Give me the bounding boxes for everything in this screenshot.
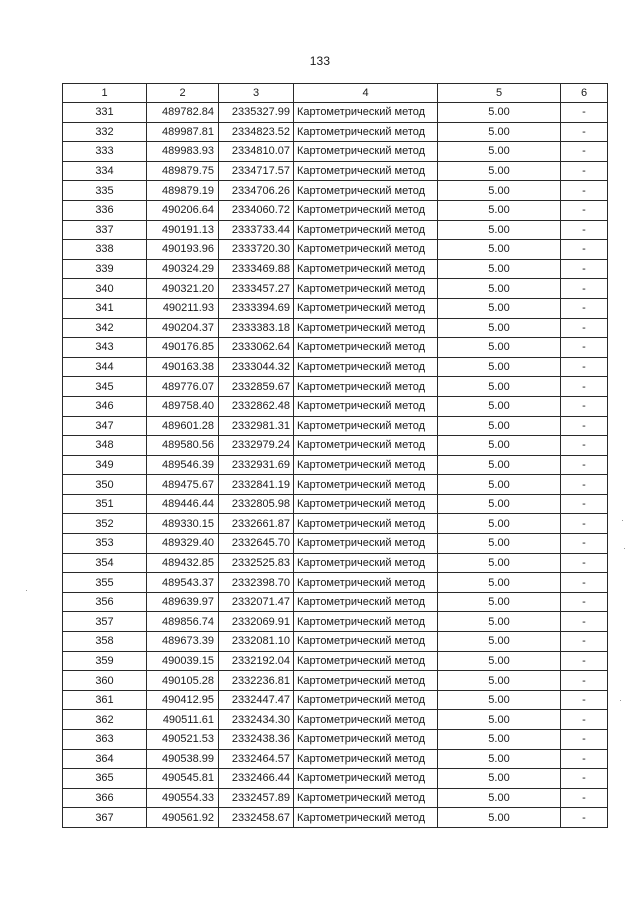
scan-speck xyxy=(620,700,621,701)
table-cell: 5.00 xyxy=(438,612,561,632)
table-cell: - xyxy=(561,181,608,201)
table-cell: - xyxy=(561,788,608,808)
table-cell: Картометрический метод xyxy=(294,338,438,358)
table-cell: 346 xyxy=(63,396,147,416)
table-cell: 342 xyxy=(63,318,147,338)
table-cell: Картометрический метод xyxy=(294,534,438,554)
table-cell: 361 xyxy=(63,690,147,710)
table-cell: 2332645.70 xyxy=(219,534,294,554)
table-cell: 489758.40 xyxy=(147,396,219,416)
table-cell: 490211.93 xyxy=(147,298,219,318)
table-cell: 5.00 xyxy=(438,671,561,691)
table-cell: 5.00 xyxy=(438,553,561,573)
table-cell: Картометрический метод xyxy=(294,690,438,710)
table-row xyxy=(63,279,608,299)
table-cell: 5.00 xyxy=(438,788,561,808)
table-cell: 489639.97 xyxy=(147,592,219,612)
column-header: 2 xyxy=(147,84,219,103)
table-cell: 5.00 xyxy=(438,338,561,358)
table-cell: 489601.28 xyxy=(147,416,219,436)
table-cell: 490324.29 xyxy=(147,259,219,279)
table-cell: 357 xyxy=(63,612,147,632)
table-row xyxy=(63,161,608,181)
table-cell: - xyxy=(561,573,608,593)
table-cell: - xyxy=(561,475,608,495)
table-cell: 2334060.72 xyxy=(219,200,294,220)
table-cell: 351 xyxy=(63,494,147,514)
table-cell: Картометрический метод xyxy=(294,259,438,279)
table-cell: 2333733.44 xyxy=(219,220,294,240)
table-row xyxy=(63,690,608,710)
table-cell: 347 xyxy=(63,416,147,436)
table-cell: 5.00 xyxy=(438,769,561,789)
table-cell: Картометрический метод xyxy=(294,553,438,573)
table-cell: - xyxy=(561,338,608,358)
table-row xyxy=(63,592,608,612)
scan-speck xyxy=(26,590,27,591)
table-cell: Картометрический метод xyxy=(294,514,438,534)
table-cell: 5.00 xyxy=(438,279,561,299)
table-cell: - xyxy=(561,612,608,632)
table-cell: - xyxy=(561,259,608,279)
table-cell: - xyxy=(561,455,608,475)
table-cell: - xyxy=(561,808,608,828)
table-cell: 490412.95 xyxy=(147,690,219,710)
table-cell: 338 xyxy=(63,240,147,260)
table-cell: 343 xyxy=(63,338,147,358)
table-row xyxy=(63,749,608,769)
table-cell: - xyxy=(561,730,608,750)
table-cell: 2332661.87 xyxy=(219,514,294,534)
table-cell: 334 xyxy=(63,161,147,181)
table-row xyxy=(63,220,608,240)
table-cell: Картометрический метод xyxy=(294,396,438,416)
table-cell: 489329.40 xyxy=(147,534,219,554)
table-cell: - xyxy=(561,377,608,397)
table-row xyxy=(63,553,608,573)
table-cell: 2334706.26 xyxy=(219,181,294,201)
table-cell: 5.00 xyxy=(438,220,561,240)
table-cell: 356 xyxy=(63,592,147,612)
table-cell: 489330.15 xyxy=(147,514,219,534)
table-cell: 2332069.91 xyxy=(219,612,294,632)
table-cell: 360 xyxy=(63,671,147,691)
table-cell: 5.00 xyxy=(438,573,561,593)
table-row xyxy=(63,416,608,436)
table-cell: Картометрический метод xyxy=(294,200,438,220)
table-cell: 490554.33 xyxy=(147,788,219,808)
table-row xyxy=(63,671,608,691)
table-cell: 2332457.89 xyxy=(219,788,294,808)
table-cell: 5.00 xyxy=(438,651,561,671)
table-cell: 489983.93 xyxy=(147,142,219,162)
table-cell: Картометрический метод xyxy=(294,436,438,456)
table-cell: 490321.20 xyxy=(147,279,219,299)
table-cell: 2332434.30 xyxy=(219,710,294,730)
table-cell: 2332236.81 xyxy=(219,671,294,691)
table-cell: 489543.37 xyxy=(147,573,219,593)
table-cell: 2333044.32 xyxy=(219,357,294,377)
table-cell: 337 xyxy=(63,220,147,240)
table-cell: Картометрический метод xyxy=(294,416,438,436)
table-cell: - xyxy=(561,298,608,318)
table-cell: Картометрический метод xyxy=(294,318,438,338)
table-cell: 2332841.19 xyxy=(219,475,294,495)
table-cell: 5.00 xyxy=(438,181,561,201)
table-cell: 2332458.67 xyxy=(219,808,294,828)
table-cell: 354 xyxy=(63,553,147,573)
table-cell: 335 xyxy=(63,181,147,201)
table-cell: Картометрический метод xyxy=(294,651,438,671)
table-cell: 2333394.69 xyxy=(219,298,294,318)
table-cell: 331 xyxy=(63,103,147,123)
table-cell: 5.00 xyxy=(438,396,561,416)
table-row xyxy=(63,632,608,652)
table-cell: 490545.81 xyxy=(147,769,219,789)
table-cell: 490176.85 xyxy=(147,338,219,358)
table-cell: 5.00 xyxy=(438,103,561,123)
table-cell: Картометрический метод xyxy=(294,769,438,789)
table-cell: 333 xyxy=(63,142,147,162)
table-row xyxy=(63,710,608,730)
table-row xyxy=(63,475,608,495)
table-row xyxy=(63,494,608,514)
table-row xyxy=(63,651,608,671)
table-cell: 5.00 xyxy=(438,808,561,828)
table-cell: Картометрический метод xyxy=(294,475,438,495)
table-row xyxy=(63,534,608,554)
table-cell: 367 xyxy=(63,808,147,828)
column-header: 6 xyxy=(561,84,608,103)
table-cell: 5.00 xyxy=(438,318,561,338)
table-cell: 489987.81 xyxy=(147,122,219,142)
table-cell: 5.00 xyxy=(438,494,561,514)
table-cell: Картометрический метод xyxy=(294,142,438,162)
table-cell: 5.00 xyxy=(438,749,561,769)
table-cell: 345 xyxy=(63,377,147,397)
table-cell: Картометрический метод xyxy=(294,710,438,730)
table-cell: 2332525.83 xyxy=(219,553,294,573)
table-row xyxy=(63,338,608,358)
table-cell: - xyxy=(561,279,608,299)
table-cell: 5.00 xyxy=(438,475,561,495)
table-cell: 5.00 xyxy=(438,710,561,730)
table-cell: 5.00 xyxy=(438,122,561,142)
column-header: 4 xyxy=(294,84,438,103)
table-cell: - xyxy=(561,749,608,769)
table-row xyxy=(63,377,608,397)
table-cell: 336 xyxy=(63,200,147,220)
table-row xyxy=(63,788,608,808)
column-header: 3 xyxy=(219,84,294,103)
table-cell: 490204.37 xyxy=(147,318,219,338)
table-row xyxy=(63,142,608,162)
table-cell: Картометрический метод xyxy=(294,122,438,142)
table-cell: Картометрический метод xyxy=(294,279,438,299)
table-cell: 2333720.30 xyxy=(219,240,294,260)
table-cell: - xyxy=(561,161,608,181)
table-cell: Картометрический метод xyxy=(294,808,438,828)
table-cell: 490039.15 xyxy=(147,651,219,671)
table-cell: - xyxy=(561,436,608,456)
table-body xyxy=(63,103,608,828)
table-cell: 2333469.88 xyxy=(219,259,294,279)
table-cell: - xyxy=(561,122,608,142)
table-cell: Картометрический метод xyxy=(294,161,438,181)
table-cell: 490193.96 xyxy=(147,240,219,260)
table-cell: 489475.67 xyxy=(147,475,219,495)
table-cell: Картометрический метод xyxy=(294,749,438,769)
table-row xyxy=(63,730,608,750)
table-cell: 2332931.69 xyxy=(219,455,294,475)
table-cell: 5.00 xyxy=(438,240,561,260)
table-cell: 352 xyxy=(63,514,147,534)
table-cell: - xyxy=(561,632,608,652)
column-header: 1 xyxy=(63,84,147,103)
table-cell: - xyxy=(561,671,608,691)
table-cell: - xyxy=(561,494,608,514)
table-cell: Картометрический метод xyxy=(294,494,438,514)
table-cell: 348 xyxy=(63,436,147,456)
table-cell: Картометрический метод xyxy=(294,103,438,123)
table-row xyxy=(63,181,608,201)
table-cell: 364 xyxy=(63,749,147,769)
table-header-row xyxy=(63,84,608,103)
table-cell: 2332466.44 xyxy=(219,769,294,789)
table-cell: 5.00 xyxy=(438,377,561,397)
table-row xyxy=(63,298,608,318)
table-cell: 359 xyxy=(63,651,147,671)
table-cell: 2332805.98 xyxy=(219,494,294,514)
table-cell: - xyxy=(561,220,608,240)
table-cell: 2332464.57 xyxy=(219,749,294,769)
table-cell: Картометрический метод xyxy=(294,632,438,652)
table-cell: 363 xyxy=(63,730,147,750)
table-cell: 489580.56 xyxy=(147,436,219,456)
table-cell: 489673.39 xyxy=(147,632,219,652)
table-cell: 2334823.52 xyxy=(219,122,294,142)
table-cell: - xyxy=(561,396,608,416)
page-number: 133 xyxy=(309,54,331,68)
table-cell: Картометрический метод xyxy=(294,730,438,750)
table-row xyxy=(63,357,608,377)
table-cell: 490163.38 xyxy=(147,357,219,377)
table-cell: 489546.39 xyxy=(147,455,219,475)
table-cell: 358 xyxy=(63,632,147,652)
table-cell: Картометрический метод xyxy=(294,455,438,475)
table-cell: 5.00 xyxy=(438,298,561,318)
coordinates-table xyxy=(62,83,608,828)
table-cell: 2333383.18 xyxy=(219,318,294,338)
table-cell: 344 xyxy=(63,357,147,377)
table-cell: 2332979.24 xyxy=(219,436,294,456)
table-row xyxy=(63,769,608,789)
table-cell: - xyxy=(561,514,608,534)
table-cell: 365 xyxy=(63,769,147,789)
table-cell: 5.00 xyxy=(438,161,561,181)
table-cell: 5.00 xyxy=(438,690,561,710)
table-cell: 2332081.10 xyxy=(219,632,294,652)
table-cell: 5.00 xyxy=(438,514,561,534)
table-row xyxy=(63,318,608,338)
table-cell: 353 xyxy=(63,534,147,554)
table-cell: Картометрический метод xyxy=(294,240,438,260)
table-row xyxy=(63,436,608,456)
table-cell: 355 xyxy=(63,573,147,593)
table-cell: 5.00 xyxy=(438,416,561,436)
table-cell: Картометрический метод xyxy=(294,573,438,593)
table-cell: 2333062.64 xyxy=(219,338,294,358)
table-cell: 490191.13 xyxy=(147,220,219,240)
table-cell: 490105.28 xyxy=(147,671,219,691)
table-cell: - xyxy=(561,240,608,260)
table-row xyxy=(63,455,608,475)
table-row xyxy=(63,612,608,632)
table-cell: - xyxy=(561,534,608,554)
table-cell: - xyxy=(561,142,608,162)
table-cell: 2332071.47 xyxy=(219,592,294,612)
table-cell: - xyxy=(561,357,608,377)
table-cell: Картометрический метод xyxy=(294,181,438,201)
table-row xyxy=(63,200,608,220)
table-cell: 490206.64 xyxy=(147,200,219,220)
table-cell: 350 xyxy=(63,475,147,495)
column-header: 5 xyxy=(438,84,561,103)
table-cell: 489776.07 xyxy=(147,377,219,397)
table-cell: 341 xyxy=(63,298,147,318)
table-cell: Картометрический метод xyxy=(294,612,438,632)
table-cell: - xyxy=(561,592,608,612)
table-cell: 2334717.57 xyxy=(219,161,294,181)
table-cell: 5.00 xyxy=(438,142,561,162)
table-cell: 489446.44 xyxy=(147,494,219,514)
table-cell: Картометрический метод xyxy=(294,592,438,612)
table-cell: Картометрический метод xyxy=(294,377,438,397)
table-cell: 5.00 xyxy=(438,632,561,652)
table-cell: 2335327.99 xyxy=(219,103,294,123)
table-cell: 489879.75 xyxy=(147,161,219,181)
table-cell: 5.00 xyxy=(438,592,561,612)
table-cell: 2333457.27 xyxy=(219,279,294,299)
table-cell: 339 xyxy=(63,259,147,279)
table-row xyxy=(63,103,608,123)
table-cell: Картометрический метод xyxy=(294,298,438,318)
table-cell: - xyxy=(561,769,608,789)
scan-speck xyxy=(624,548,625,549)
table-cell: 490521.53 xyxy=(147,730,219,750)
table-cell: 490511.61 xyxy=(147,710,219,730)
table-cell: 2332438.36 xyxy=(219,730,294,750)
table-cell: - xyxy=(561,200,608,220)
table-row xyxy=(63,514,608,534)
table-cell: 2332192.04 xyxy=(219,651,294,671)
table-cell: 362 xyxy=(63,710,147,730)
table-cell: 489782.84 xyxy=(147,103,219,123)
table-cell: - xyxy=(561,553,608,573)
table-row xyxy=(63,808,608,828)
table-cell: - xyxy=(561,710,608,730)
table-row xyxy=(63,259,608,279)
table-cell: - xyxy=(561,690,608,710)
table-row xyxy=(63,122,608,142)
table-cell: 490561.92 xyxy=(147,808,219,828)
table-cell: 5.00 xyxy=(438,455,561,475)
table-cell: - xyxy=(561,416,608,436)
table-cell: Картометрический метод xyxy=(294,357,438,377)
table-cell: 5.00 xyxy=(438,730,561,750)
table-cell: Картометрический метод xyxy=(294,788,438,808)
table-cell: 5.00 xyxy=(438,200,561,220)
table-cell: 489879.19 xyxy=(147,181,219,201)
table-cell: 2332981.31 xyxy=(219,416,294,436)
table-cell: 5.00 xyxy=(438,436,561,456)
table-cell: - xyxy=(561,318,608,338)
table-row xyxy=(63,396,608,416)
table-cell: 490538.99 xyxy=(147,749,219,769)
table-cell: 2332859.67 xyxy=(219,377,294,397)
table-cell: - xyxy=(561,103,608,123)
table-cell: Картометрический метод xyxy=(294,671,438,691)
table-cell: 5.00 xyxy=(438,259,561,279)
table-cell: 2332862.48 xyxy=(219,396,294,416)
table-cell: 340 xyxy=(63,279,147,299)
table-cell: 489856.74 xyxy=(147,612,219,632)
table-row xyxy=(63,240,608,260)
table-cell: 2334810.07 xyxy=(219,142,294,162)
table-cell: Картометрический метод xyxy=(294,220,438,240)
table-cell: - xyxy=(561,651,608,671)
table-cell: 366 xyxy=(63,788,147,808)
table-cell: 5.00 xyxy=(438,357,561,377)
table-cell: 2332398.70 xyxy=(219,573,294,593)
table-cell: 489432.85 xyxy=(147,553,219,573)
scan-speck xyxy=(622,520,623,521)
table-row xyxy=(63,573,608,593)
table-cell: 332 xyxy=(63,122,147,142)
table-cell: 5.00 xyxy=(438,534,561,554)
table-cell: 2332447.47 xyxy=(219,690,294,710)
table-cell: 349 xyxy=(63,455,147,475)
